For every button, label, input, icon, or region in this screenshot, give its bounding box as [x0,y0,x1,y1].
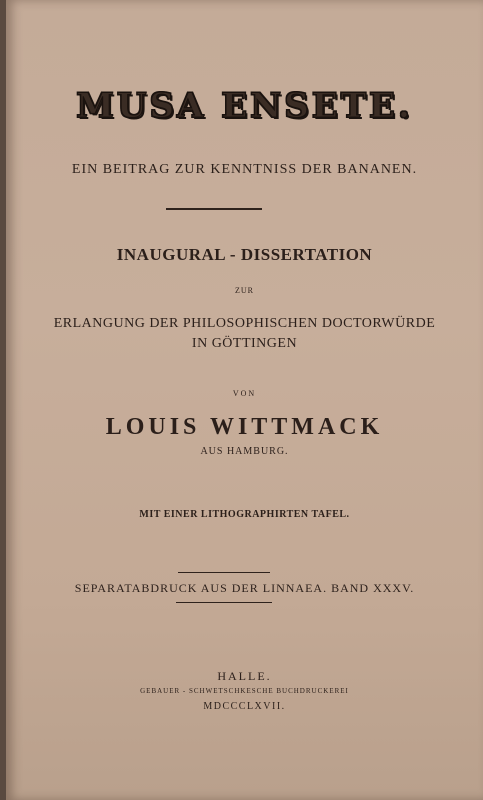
divider-rule [166,208,262,210]
dissertation-heading: INAUGURAL - DISSERTATION [116,245,373,264]
von-label: VON [232,389,257,398]
divider-rule-top [178,572,270,573]
author-origin: AUS HAMBURG. [200,446,289,457]
publication-place: HALLE. [217,669,272,683]
printer-name: GEBAUER - SCHWETSCHKESCHE BUCHDRUCKEREI [140,687,349,695]
purpose-line-2: IN GÖTTINGEN [191,336,298,351]
document-subtitle: EIN BEITRAG ZUR KENNTNISS DER BANANEN. [71,162,418,177]
divider-rule-bottom [176,602,272,603]
title-page [6,0,483,800]
publication-year: MDCCCLXVII. [203,701,286,712]
author-name: LOUIS WITTMACK [105,414,384,440]
document-title: MUSA ENSETE. [76,86,413,126]
zur-label: ZUR [235,286,254,295]
purpose-line-1: ERLANGUNG DER PHILOSOPHISCHEN DOCTORWÜRDE [53,316,436,331]
reprint-note: SEPARATABDRUCK AUS DER LINNAEA. BAND XXXV. [74,581,415,595]
plate-note: MIT EINER LITHOGRAPHIRTEN TAFEL. [139,509,350,520]
